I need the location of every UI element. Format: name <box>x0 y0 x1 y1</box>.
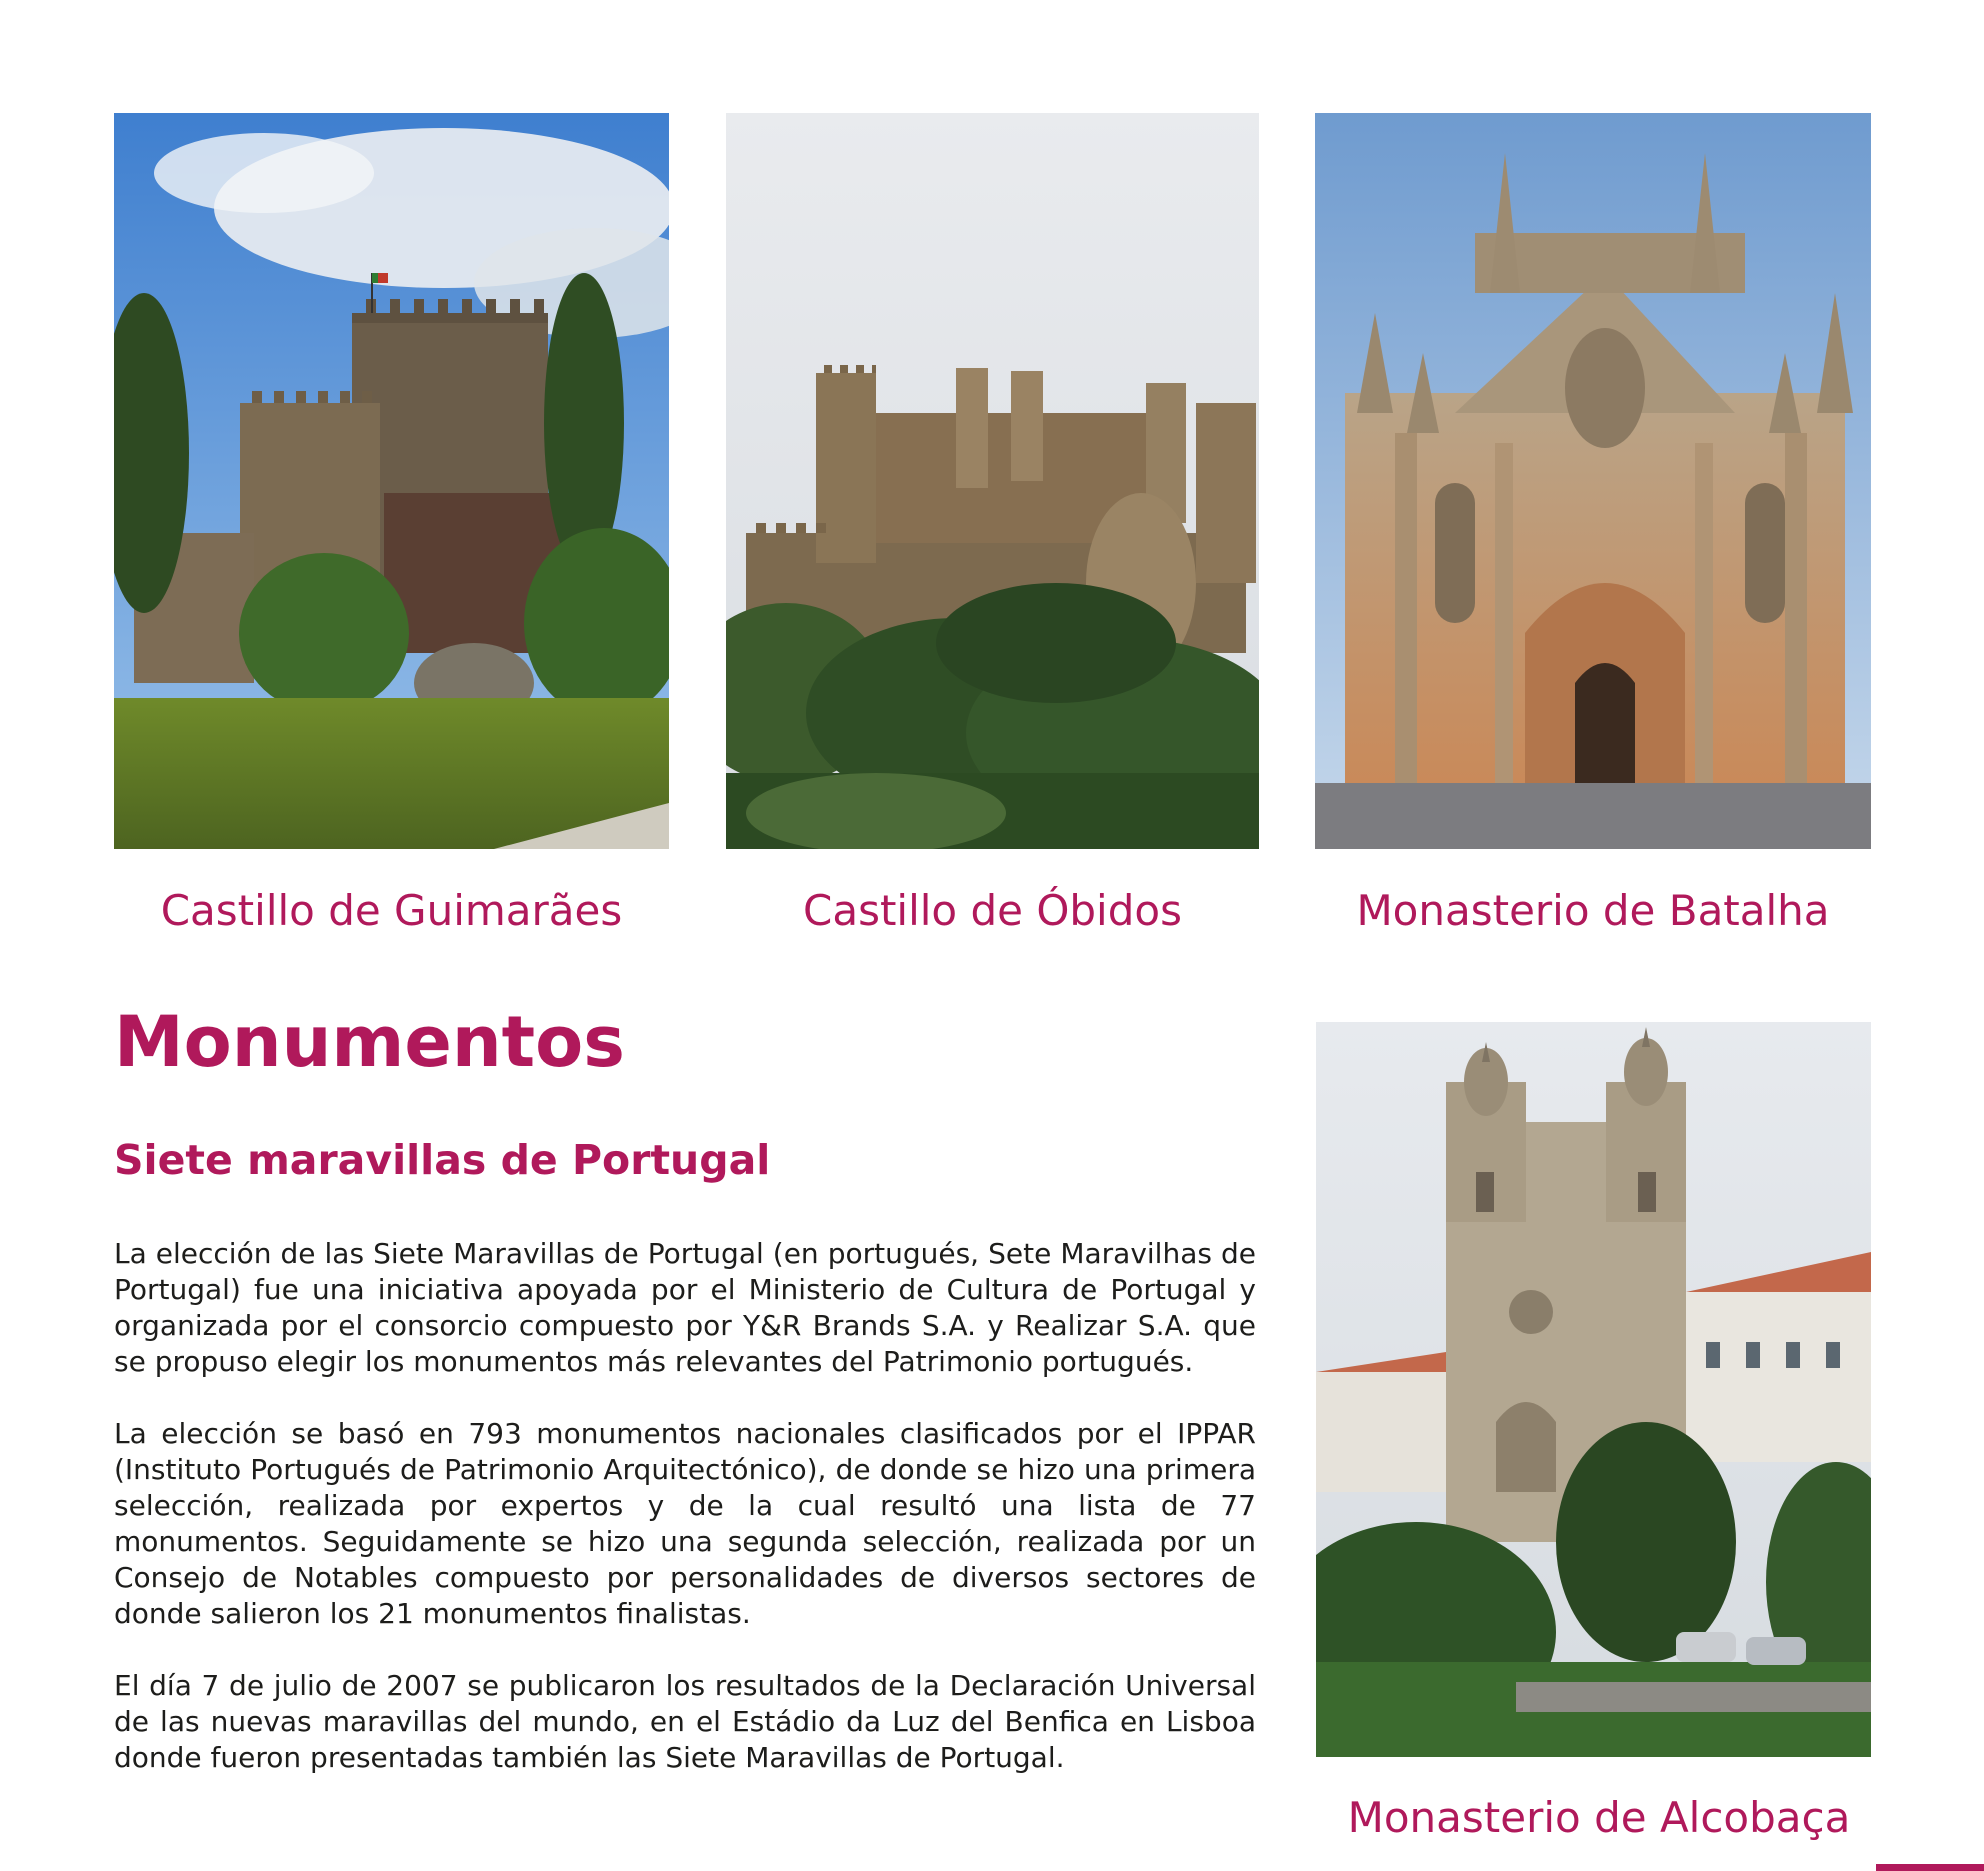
caption-castillo-guimaraes: Castillo de Guimarães <box>160 886 623 935</box>
photo-castillo-guimaraes <box>114 113 669 849</box>
photo-castillo-obidos <box>726 113 1259 849</box>
paragraph-1: La elección de las Siete Maravillas de Portugal (en portugués, Sete Maravilhas de Portugal) fue una iniciativa apoyada por el Ministerio de Cultura de Portugal y organizada por el consorcio compuesto por Y&R Brands S.A. y Realizar S.A. que se propuso elegir los monumentos más relevantes del Patrimonio portugués. <box>114 1237 1256 1378</box>
caption-monasterio-batalha: Monasterio de Batalha <box>1356 886 1830 935</box>
caption-monasterio-alcobaca: Monasterio de Alcobaça <box>1347 1793 1851 1842</box>
caption-castillo-obidos: Castillo de Óbidos <box>803 886 1182 935</box>
paragraph-2: La elección se basó en 793 monumentos nacionales clasificados por el IPPAR (Instituto Portugués de Patrimonio Arquitectónico), de donde se hizo una primera selección, realizada por expertos y de la cual resultó una lista de 77 monumentos. Seguidamente se hizo una segunda selección, realizada por un Consejo de Notables compuesto por personalidades de diversos sectores de donde salieron los 21 monumentos finalistas. <box>114 1417 1256 1630</box>
corner-accent-bar <box>1876 1864 1984 1871</box>
photo-monasterio-alcobaca <box>1316 1022 1871 1757</box>
page-title: Monumentos <box>114 1001 625 1083</box>
page-subtitle: Siete maravillas de Portugal <box>114 1136 771 1184</box>
paragraph-3: El día 7 de julio de 2007 se publicaron los resultados de la Declaración Universal de las nuevas maravillas del mundo, en el Estádio da Luz del Benfica en Lisboa donde fueron presentadas también las Siete Maravillas de Portugal. <box>114 1669 1256 1774</box>
photo-monasterio-batalha <box>1315 113 1871 849</box>
